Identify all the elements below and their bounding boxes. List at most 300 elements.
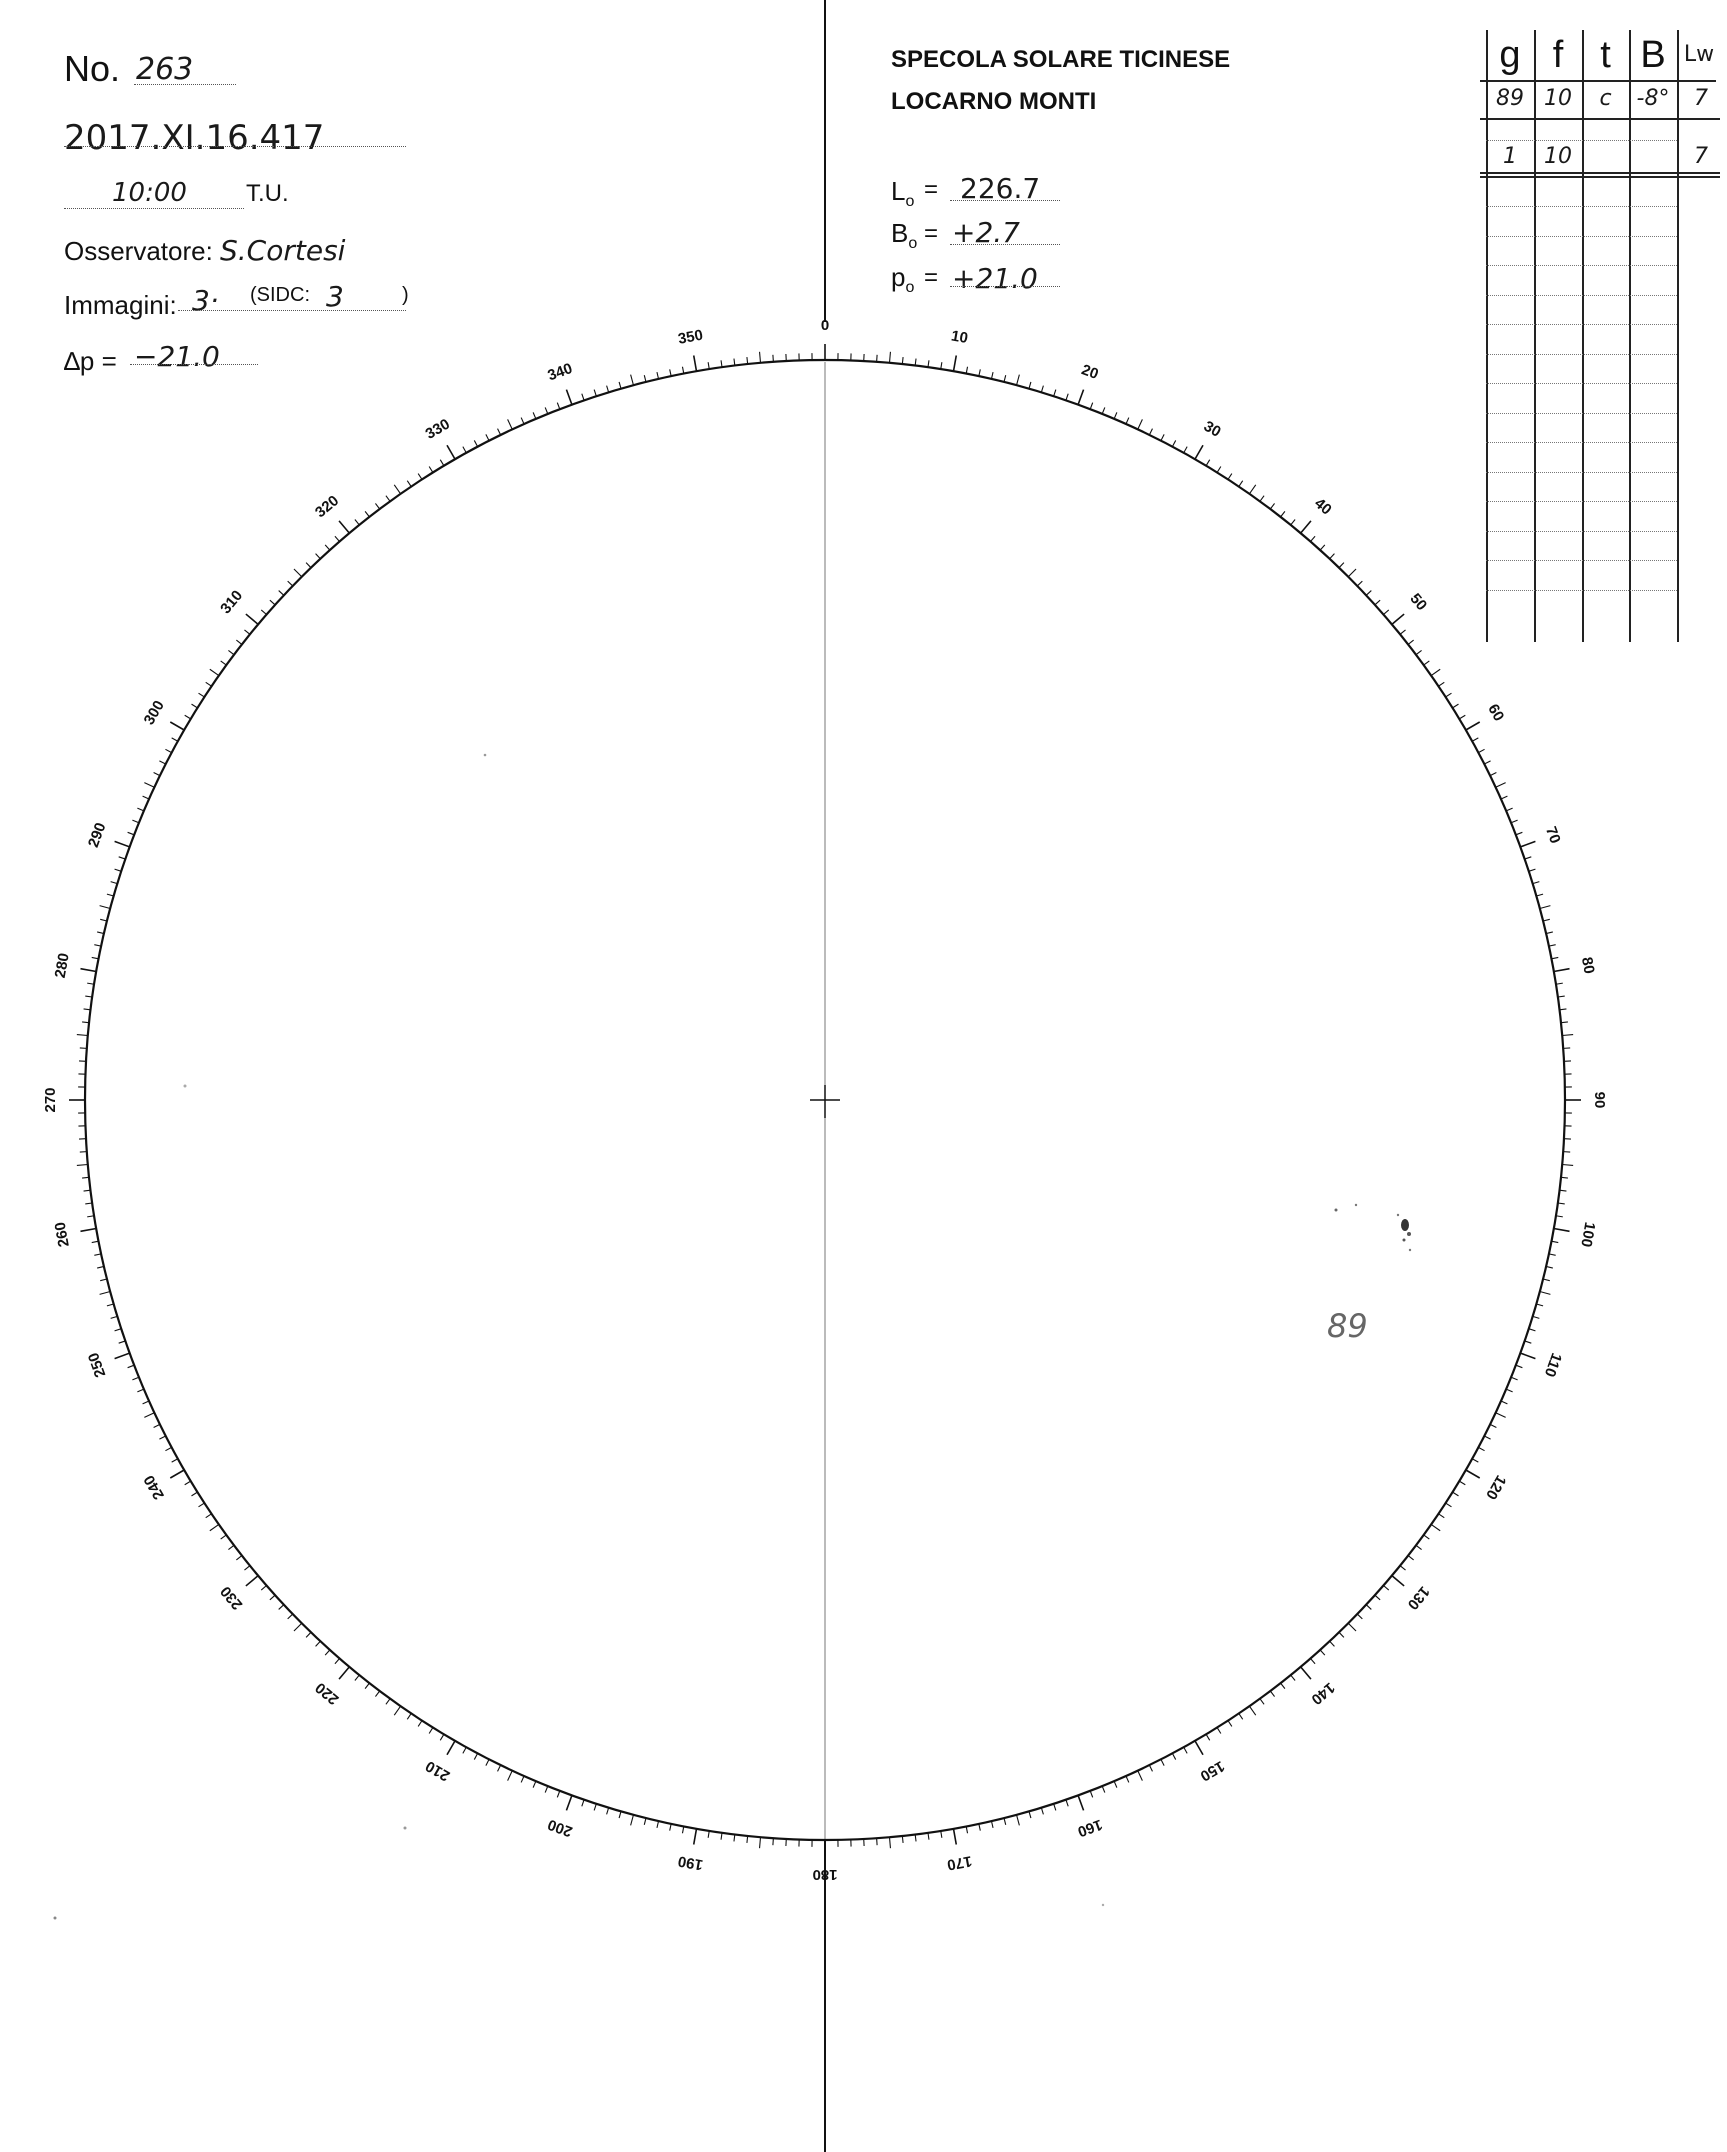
limb-tick (1320, 1650, 1325, 1655)
limb-tick (1400, 630, 1405, 634)
limb-tick (386, 496, 390, 502)
angle-label-40: 40 (1311, 494, 1335, 519)
limb-tick (111, 882, 118, 884)
limb-tick (1066, 1800, 1068, 1807)
limb-tick (557, 403, 560, 410)
limb-tick (82, 1177, 89, 1178)
limb-tick (1383, 610, 1388, 615)
limb-tick (246, 1576, 258, 1586)
table-empty-row-line (1486, 413, 1677, 414)
limb-tick (1126, 418, 1129, 424)
limb-tick (1357, 1614, 1362, 1619)
limb-tick (979, 1824, 980, 1831)
limb-tick (132, 1377, 138, 1380)
limb-tick (172, 1459, 178, 1462)
angle-label-140: 140 (1307, 1678, 1338, 1708)
table-row-1-t: c (1599, 86, 1612, 111)
limb-tick (1330, 1641, 1335, 1646)
limb-tick (94, 1254, 101, 1255)
limb-tick (128, 1365, 135, 1368)
limb-tick (1392, 1576, 1404, 1586)
limb-tick (185, 715, 191, 719)
limb-tick (261, 610, 266, 615)
limb-tick (1496, 1413, 1506, 1418)
limb-tick (119, 857, 126, 859)
limb-tick (143, 1401, 149, 1404)
limb-tick (92, 1241, 99, 1242)
limb-tick (734, 359, 735, 366)
limb-tick (418, 1721, 422, 1727)
sidc-label: (SIDC: (250, 284, 310, 306)
limb-tick (1416, 650, 1422, 654)
limb-tick (325, 545, 330, 550)
limb-tick (192, 704, 198, 708)
angle-label-250: 250 (84, 1350, 110, 1380)
angle-label-90: 90 (1591, 1091, 1609, 1109)
limb-tick (657, 372, 659, 379)
limb-tick (1525, 857, 1532, 859)
limb-tick (1490, 773, 1496, 776)
po-dotline (950, 286, 1060, 287)
limb-tick (1558, 1203, 1565, 1204)
limb-tick (1339, 563, 1344, 568)
limb-tick (670, 1824, 671, 1831)
limb-tick (1520, 841, 1535, 846)
limb-tick (1310, 536, 1315, 541)
limb-tick (1017, 1815, 1020, 1826)
time-dotline (64, 208, 244, 209)
angle-label-310: 310 (217, 587, 247, 618)
limb-tick (100, 1292, 111, 1295)
limb-tick (1239, 1713, 1243, 1719)
limb-tick (115, 869, 122, 871)
header-t: t (1600, 34, 1611, 76)
observatory-location: LOCARNO MONTI (891, 88, 1097, 115)
limb-tick (508, 419, 513, 429)
limb-tick (966, 367, 967, 374)
lo-label: $L_o$ (891, 176, 915, 211)
angle-label-170: 170 (945, 1852, 974, 1874)
table-empty-row-line (1486, 265, 1677, 266)
limb-tick (941, 362, 942, 369)
limb-tick (1529, 869, 1536, 871)
limb-tick (279, 591, 284, 596)
limb-tick (154, 773, 160, 776)
limb-tick (498, 1765, 501, 1771)
limb-tick (306, 1632, 311, 1637)
limb-tick (143, 796, 149, 799)
table-row-1-b: -8° (1636, 86, 1670, 111)
limb-tick (1217, 467, 1221, 473)
limb-tick (1054, 1804, 1056, 1811)
limb-tick (1339, 1632, 1344, 1637)
angle-label-150: 150 (1197, 1757, 1228, 1785)
limb-tick (236, 1556, 242, 1560)
limb-tick (165, 1447, 171, 1450)
limb-tick (1228, 474, 1232, 480)
limb-tick (221, 1535, 227, 1539)
table-empty-row-line (1486, 206, 1677, 207)
limb-tick (144, 783, 154, 788)
limb-tick (80, 969, 96, 972)
limb-tick (1114, 412, 1117, 418)
limb-tick (1543, 919, 1550, 921)
po-value: +21.0 (952, 262, 1038, 295)
limb-tick (557, 1791, 560, 1798)
limb-tick (1184, 1747, 1187, 1753)
limb-tick (185, 1481, 191, 1485)
angle-label-60: 60 (1484, 701, 1508, 725)
limb-tick (418, 474, 422, 480)
table-empty-row-line (1486, 560, 1677, 561)
limb-tick (1090, 403, 1093, 410)
limb-tick (1536, 1304, 1543, 1306)
limb-tick (170, 1470, 184, 1478)
limb-tick (721, 1833, 722, 1840)
limb-tick (915, 1834, 916, 1841)
limb-tick (107, 1304, 114, 1306)
limb-tick (1228, 1721, 1232, 1727)
limb-tick (84, 1009, 91, 1010)
limb-tick (97, 932, 104, 934)
time-unit: T.U. (246, 180, 289, 207)
limb-tick (463, 1747, 466, 1753)
limb-tick (991, 372, 993, 379)
limb-tick (192, 1492, 198, 1496)
angle-label-190: 190 (676, 1852, 705, 1874)
table-empty-row-line (1486, 354, 1677, 355)
limb-tick (1540, 906, 1551, 909)
delta-p-label: ∆p = (64, 346, 117, 376)
table-empty-row-line (1486, 442, 1677, 443)
limb-tick (447, 445, 455, 459)
table-empty-row-line (1486, 531, 1677, 532)
limb-tick (107, 894, 114, 896)
limb-tick (115, 841, 130, 846)
limb-tick (1270, 1691, 1274, 1697)
table-empty-row-line (1486, 236, 1677, 237)
limb-tick (670, 369, 671, 376)
limb-tick (1478, 749, 1484, 752)
limb-tick (1161, 1759, 1164, 1765)
limb-tick (694, 355, 697, 371)
group-number-label: 89 (1327, 1307, 1368, 1345)
limb-tick (1478, 1447, 1484, 1450)
limb-tick (1054, 390, 1056, 397)
limb-tick (365, 1683, 369, 1689)
limb-tick (1310, 1658, 1315, 1663)
limb-tick (394, 1706, 400, 1715)
po-label: $p_o$ (891, 262, 915, 297)
limb-tick (1408, 1556, 1414, 1560)
limb-tick (521, 1776, 524, 1782)
limb-tick (721, 360, 722, 367)
limb-tick (1330, 554, 1335, 559)
images-dotline (178, 310, 406, 311)
limb-tick (244, 630, 249, 634)
limb-tick (631, 1815, 634, 1826)
limb-tick (206, 682, 212, 686)
observer-label: Osservatore: (64, 236, 213, 266)
limb-tick (1543, 1279, 1550, 1281)
limb-tick (1529, 1329, 1536, 1331)
limb-tick (236, 640, 242, 644)
limb-tick (1551, 1241, 1558, 1242)
limb-tick (1525, 1341, 1532, 1343)
limb-tick (1281, 1683, 1285, 1689)
limb-tick (747, 1836, 748, 1843)
limb-tick (545, 407, 548, 413)
limb-tick (1549, 945, 1556, 946)
limb-tick (474, 440, 477, 446)
limb-tick (1438, 1514, 1444, 1518)
sidc-value: 3 (326, 280, 344, 313)
limb-tick (953, 355, 956, 371)
limb-tick (928, 1833, 929, 1840)
limb-tick (545, 1786, 548, 1792)
limb-tick (339, 1667, 349, 1679)
limb-tick (1554, 969, 1570, 972)
limb-tick (941, 1831, 942, 1838)
limb-tick (1348, 1623, 1356, 1631)
angle-label-210: 210 (422, 1757, 453, 1785)
limb-tick (594, 1804, 596, 1811)
limb-tick (1516, 832, 1523, 835)
lo-dotline (950, 200, 1060, 201)
sunspot-group (1335, 1204, 1412, 1251)
table-empty-row-line (1486, 295, 1677, 296)
number-value: 263 (136, 52, 194, 87)
limb-tick (1559, 1009, 1566, 1010)
limb-tick (1490, 1424, 1496, 1427)
limb-tick (1466, 722, 1480, 730)
table-empty-row-line (1486, 324, 1677, 325)
limb-tick (440, 460, 444, 466)
angle-label-290: 290 (84, 820, 110, 850)
header-b: B (1640, 34, 1666, 76)
limb-tick (100, 906, 111, 909)
limb-tick (1366, 591, 1371, 596)
limb-tick (1506, 1389, 1512, 1392)
limb-tick (928, 360, 929, 367)
limb-tick (206, 1514, 212, 1518)
limb-tick (316, 1641, 321, 1646)
limb-tick (1424, 661, 1430, 665)
limb-tick (1472, 738, 1478, 741)
limb-tick (111, 1316, 118, 1318)
limb-tick (1090, 1791, 1093, 1798)
limb-tick (708, 362, 709, 369)
limb-tick (566, 1795, 571, 1810)
limb-tick (631, 375, 634, 386)
limb-tick (474, 1753, 477, 1759)
limb-tick (1078, 1795, 1083, 1810)
limb-tick (100, 919, 107, 921)
limb-tick (77, 1164, 88, 1165)
limb-tick (394, 485, 400, 494)
limb-tick (80, 1228, 96, 1231)
po-equals: = (924, 264, 939, 291)
limb-tick (594, 390, 596, 397)
limb-tick (1029, 1811, 1031, 1818)
images-label: Immagini: (64, 290, 177, 320)
limb-tick (279, 1605, 284, 1610)
angle-label-270: 270 (41, 1087, 59, 1113)
limb-tick (1459, 1481, 1465, 1485)
limb-tick (144, 1413, 154, 1418)
limb-tick (316, 554, 321, 559)
limb-tick (132, 820, 138, 823)
limb-tick (87, 1216, 94, 1217)
limb-tick (294, 1623, 302, 1631)
limb-tick (261, 1585, 266, 1590)
table-row-1-g: 89 (1496, 86, 1524, 111)
limb-tick (902, 1836, 903, 1843)
limb-tick (92, 957, 99, 958)
limb-tick (747, 357, 748, 364)
limb-tick (1511, 820, 1517, 823)
lo-value: 226.7 (960, 172, 1041, 205)
limb-tick (100, 1279, 107, 1281)
limb-tick (1281, 511, 1285, 517)
limb-tick (582, 1800, 584, 1807)
limb-tick (221, 661, 227, 665)
limb-tick (1383, 1585, 1388, 1590)
angle-label-130: 130 (1403, 1582, 1433, 1613)
angle-label-70: 70 (1541, 824, 1564, 846)
table-row-1-lw: 7 (1694, 86, 1708, 111)
limb-tick (115, 1329, 122, 1331)
limb-tick (1102, 1786, 1105, 1792)
limb-tick (170, 722, 184, 730)
limb-tick (1184, 447, 1187, 453)
angle-label-300: 300 (140, 697, 168, 728)
limb-tick (1102, 407, 1105, 413)
limb-tick (85, 996, 92, 997)
limb-tick (325, 1650, 330, 1655)
table-empty-row-line (1486, 383, 1677, 384)
limb-tick (966, 1826, 967, 1833)
limb-tick (294, 569, 302, 577)
angle-label-200: 200 (545, 1815, 575, 1841)
limb-tick (119, 1341, 126, 1343)
limb-tick (889, 352, 890, 363)
limb-tick (1501, 796, 1507, 799)
limb-tick (1114, 1781, 1117, 1787)
limb-tick (1270, 503, 1274, 509)
limb-tick (1195, 1741, 1203, 1755)
limb-tick (1558, 996, 1565, 997)
angle-label-350: 350 (676, 326, 705, 348)
limb-tick (1506, 808, 1512, 811)
limb-tick (760, 1837, 761, 1848)
bo-value: +2.7 (952, 216, 1020, 249)
sidc-close: ) (402, 284, 409, 306)
header-f: f (1552, 34, 1564, 76)
limb-tick (533, 1781, 536, 1787)
limb-tick (1400, 1566, 1405, 1570)
angle-label-330: 330 (422, 415, 453, 443)
limb-tick (306, 563, 311, 568)
limb-tick (1438, 682, 1444, 686)
limb-tick (1556, 1216, 1563, 1217)
observatory-title: SPECOLA SOLARE TICINESE (891, 46, 1231, 73)
limb-tick (1431, 669, 1440, 675)
limb-tick (1561, 1177, 1568, 1178)
limb-tick (1260, 1699, 1264, 1705)
delta-p-dotline (130, 364, 258, 365)
number-dotline (134, 84, 236, 85)
limb-tick (734, 1834, 735, 1841)
limb-tick (85, 1203, 92, 1204)
limb-tick (429, 1728, 433, 1734)
limb-tick (1533, 882, 1540, 884)
limb-tick (1138, 419, 1143, 429)
limb-tick (1291, 1675, 1295, 1680)
limb-tick (246, 614, 258, 624)
limb-tick (1551, 957, 1558, 958)
limb-tick (84, 1190, 91, 1191)
limb-tick (82, 1022, 89, 1023)
limb-tick (1260, 496, 1264, 502)
time-value: 10:00 (112, 178, 187, 208)
limb-tick (1562, 1035, 1573, 1036)
limb-tick (1004, 1818, 1006, 1825)
limb-tick (953, 1829, 956, 1845)
limb-tick (1484, 1436, 1490, 1439)
limb-tick (1472, 1459, 1478, 1462)
delta-p-value: −21.0 (134, 340, 220, 373)
limb-tick (694, 1829, 697, 1845)
table-empty-row-line (1486, 590, 1677, 591)
limb-tick (1459, 715, 1465, 719)
limb-tick (1206, 1734, 1210, 1740)
limb-tick (1511, 1377, 1517, 1380)
angle-label-240: 240 (140, 1472, 168, 1503)
limb-tick (1004, 375, 1006, 382)
limb-tick (644, 1818, 646, 1825)
limb-tick (915, 359, 916, 366)
limb-tick (137, 1389, 143, 1392)
angle-label-80: 80 (1577, 955, 1598, 976)
limb-tick (1320, 545, 1325, 550)
limb-tick (1017, 375, 1020, 386)
limb-tick (339, 521, 349, 533)
limb-tick (607, 386, 609, 393)
angle-label-30: 30 (1200, 417, 1224, 441)
limb-tick (355, 1675, 359, 1680)
limb-tick (1301, 1667, 1311, 1679)
limb-tick (1556, 983, 1563, 984)
limb-tick (533, 412, 536, 418)
limb-tick (708, 1831, 709, 1838)
limb-tick (115, 1353, 130, 1358)
limb-tick (1484, 761, 1490, 764)
limb-tick (1516, 1365, 1523, 1368)
limb-tick (365, 511, 369, 517)
limb-tick (889, 1837, 890, 1848)
limb-tick (1496, 783, 1506, 788)
angle-label-20: 20 (1079, 361, 1101, 384)
angle-label-340: 340 (545, 359, 575, 385)
angle-label-280: 280 (51, 951, 73, 980)
limb-tick (288, 581, 293, 586)
limb-tick (1301, 521, 1311, 533)
table-row-1-f: 10 (1544, 86, 1572, 111)
limb-tick (1554, 1228, 1570, 1231)
angle-label-0: 0 (820, 316, 830, 334)
angle-label-120: 120 (1482, 1472, 1510, 1503)
